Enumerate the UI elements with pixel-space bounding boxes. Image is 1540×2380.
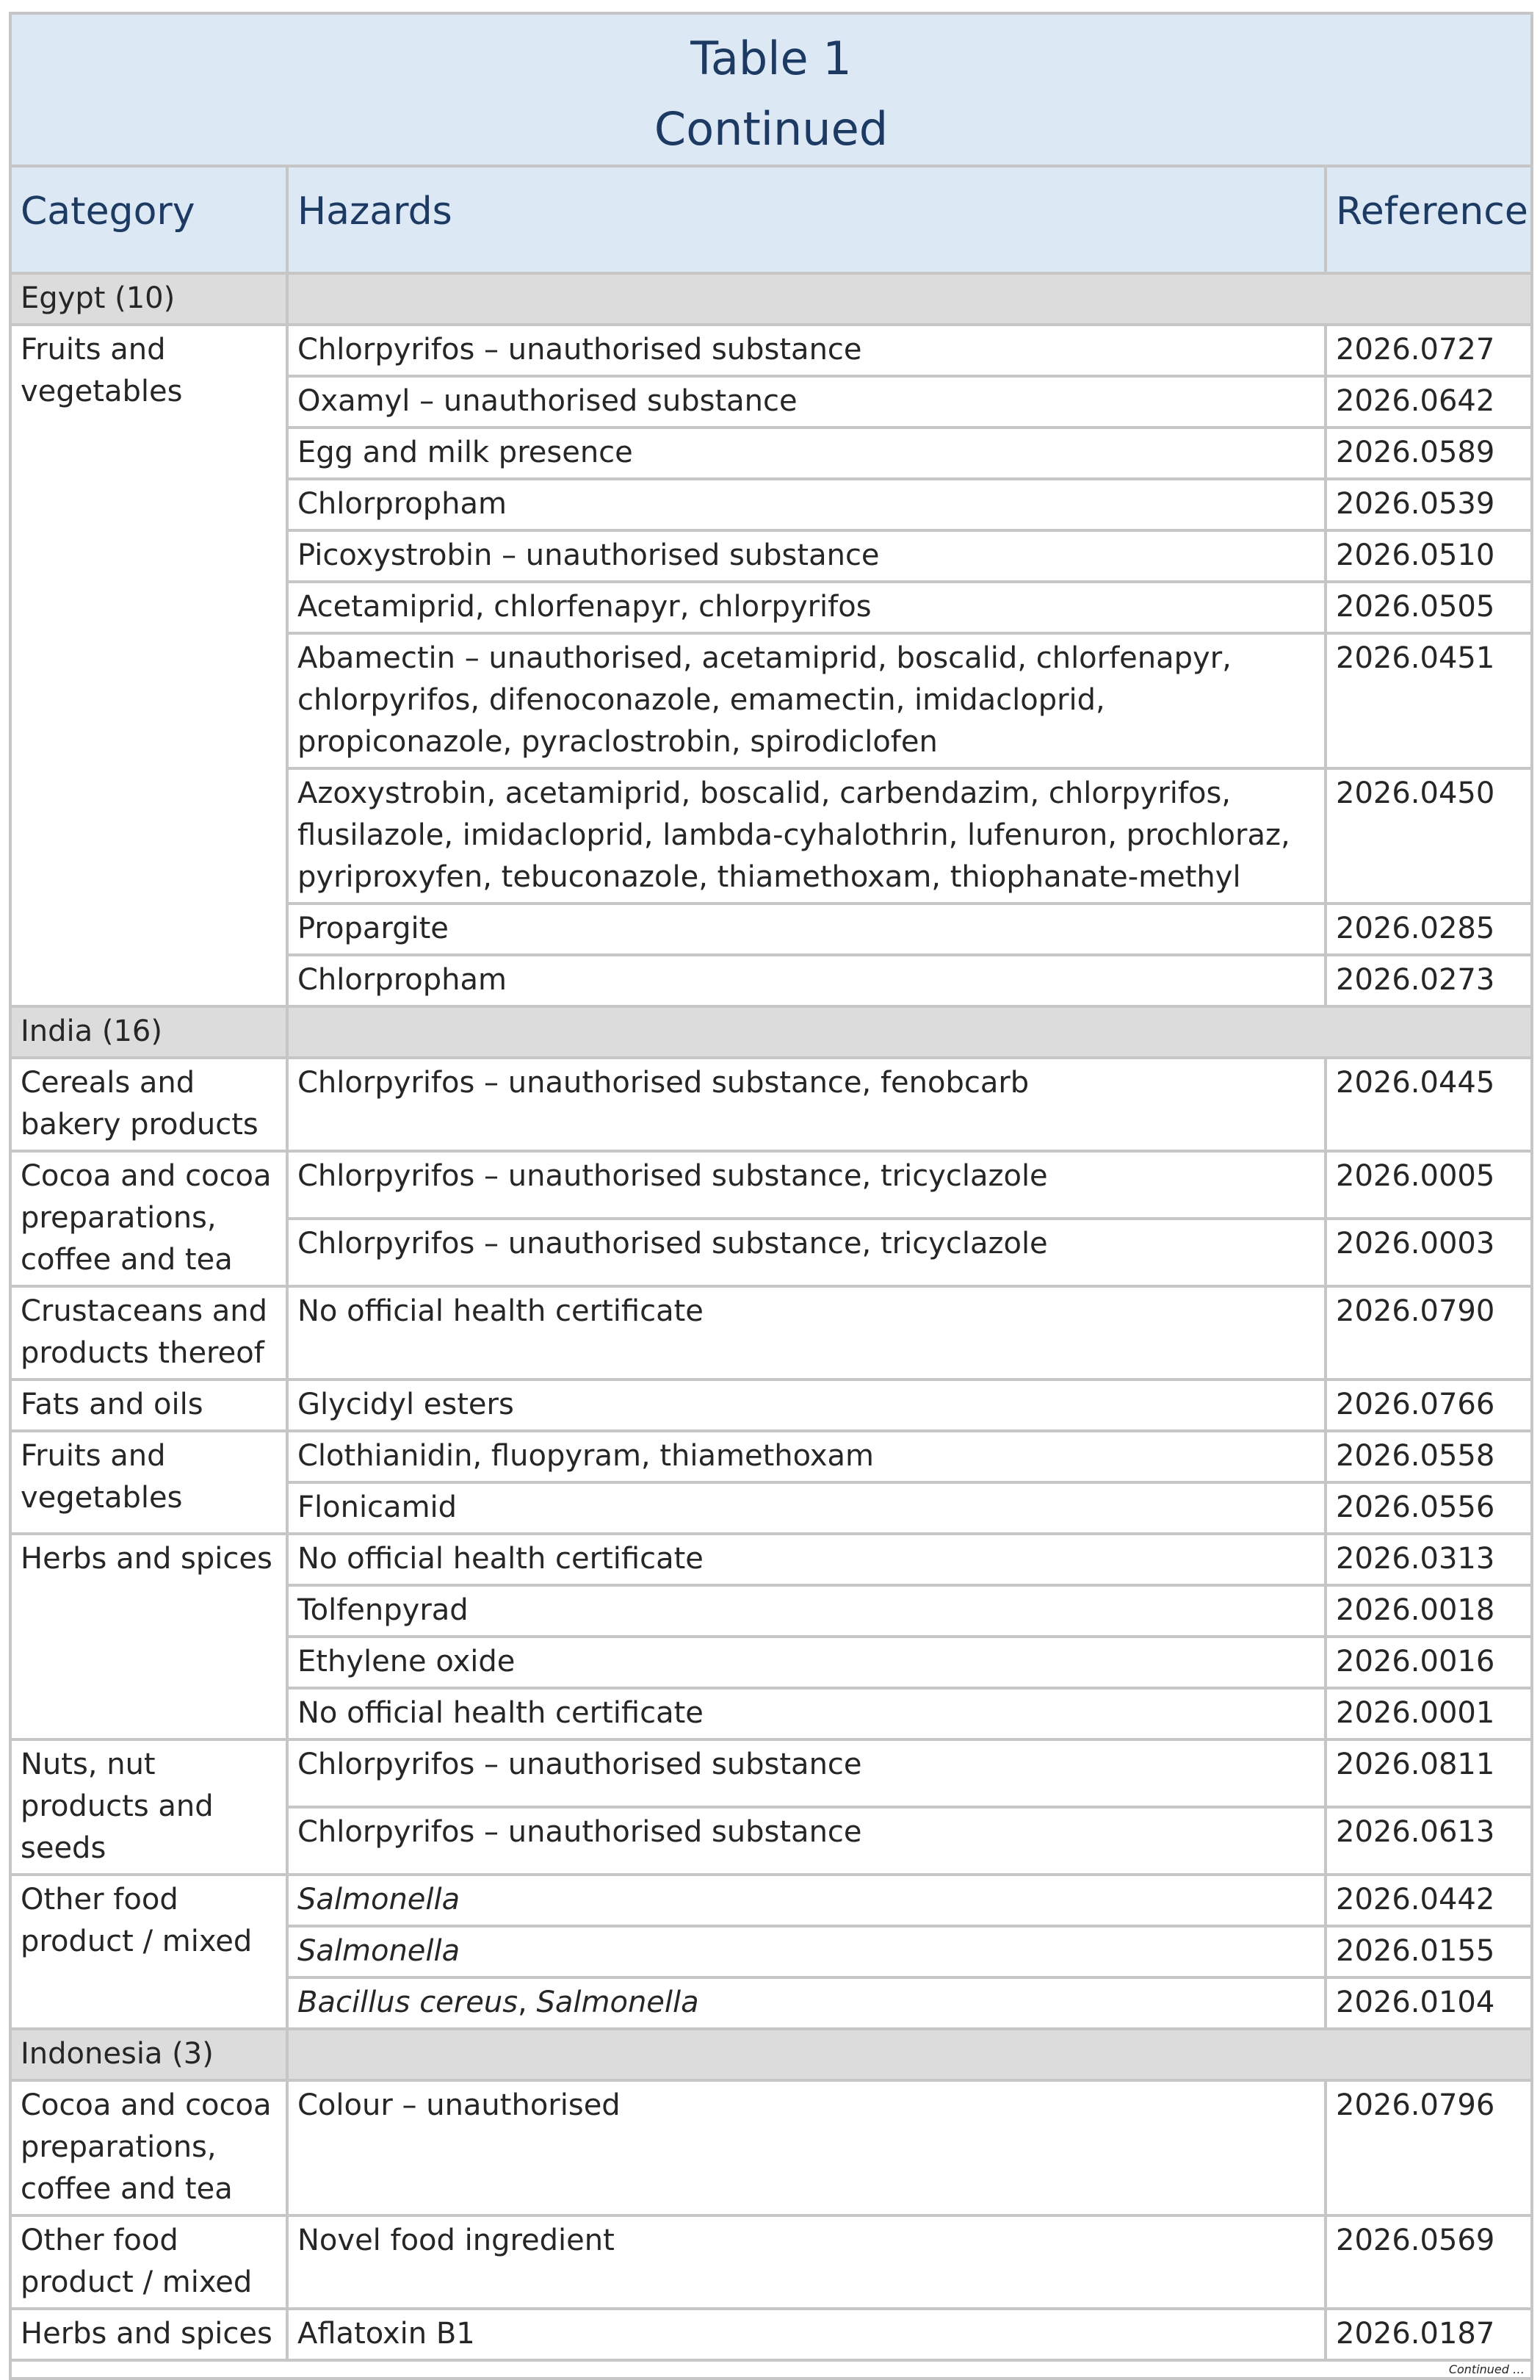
hazard-cell: Propargite: [287, 904, 1326, 955]
hazard-cell: Azoxystrobin, acetamiprid, boscalid, carbendazim, chlorpyrifos, flusilazole, imidacloprid, lambda-cyhalothrin, lufenuron, prochloraz, pyriproxyfen, tebuconazole, thiamethoxam, thiophanate-methyl: [287, 768, 1326, 904]
reference-cell: 2026.0003: [1326, 1219, 1532, 1286]
category-cell: Crustaceans and products thereof: [10, 1286, 287, 1380]
hazard-cell: No official health certificate: [287, 1286, 1326, 1380]
country-name: Egypt (10): [10, 273, 287, 325]
table-row: [10, 1058, 1532, 1151]
hazard-cell: Egg and milk presence: [287, 428, 1326, 479]
reference-cell: 2026.0104: [1326, 1977, 1532, 2029]
hazard-cell: Acetamiprid, chlorfenapyr, chlorpyrifos: [287, 582, 1326, 633]
hazard-cell: Tolfenpyrad: [287, 1585, 1326, 1637]
reference-cell: 2026.0442: [1326, 1875, 1532, 1926]
table-row: [10, 1875, 1532, 1926]
table-row: [10, 2309, 1532, 2360]
table-row: [10, 1151, 1532, 1219]
hazard-cell: Colour – unauthorised: [287, 2080, 1326, 2215]
hazard-cell: Flonicamid: [287, 1482, 1326, 1534]
hazard-cell: [287, 1875, 1326, 1926]
reference-cell: 2026.0155: [1326, 1926, 1532, 1977]
reference-cell: 2026.0556: [1326, 1482, 1532, 1534]
reference-cell: 2026.0018: [1326, 1585, 1532, 1637]
hazard-cell: Chlorpyrifos – unauthorised substance, fenobcarb: [287, 1058, 1326, 1151]
reference-cell: 2026.0727: [1326, 325, 1532, 376]
continued-note: Continued …: [10, 2360, 1532, 2379]
category-cell: Fruits and vegetables: [10, 1431, 287, 1534]
hazard-cell: Ethylene oxide: [287, 1637, 1326, 1688]
reference-cell: 2026.0450: [1326, 768, 1532, 904]
hazard-cell: [287, 1977, 1326, 2029]
category-cell: Cocoa and cocoa preparations, coffee and tea: [10, 2080, 287, 2215]
hazard-cell: Chlorpyrifos – unauthorised substance: [287, 325, 1326, 376]
reference-cell: 2026.0005: [1326, 1151, 1532, 1219]
reference-cell: 2026.0001: [1326, 1688, 1532, 1739]
table-row: [10, 1534, 1532, 1585]
category-cell: Other food product / mixed: [10, 1875, 287, 2029]
reference-cell: 2026.0451: [1326, 633, 1532, 768]
table-page: [9, 12, 1530, 2380]
table-title-line2: Continued: [654, 102, 889, 156]
hazard-cell: Aflatoxin B1: [287, 2309, 1326, 2360]
reference-cell: 2026.0613: [1326, 1807, 1532, 1875]
reference-cell: 2026.0187: [1326, 2309, 1532, 2360]
country-row-fill: [287, 2029, 1532, 2080]
hazard-cell: No official health certificate: [287, 1534, 1326, 1585]
organism-name: Salmonella: [536, 1986, 699, 2019]
hazard-cell: Clothianidin, fluopyram, thiamethoxam: [287, 1431, 1326, 1482]
hazard-cell: Glycidyl esters: [287, 1380, 1326, 1431]
reference-cell: 2026.0796: [1326, 2080, 1532, 2215]
hazard-separator: ,: [518, 1986, 537, 2019]
country-row: [10, 273, 1532, 325]
reference-cell: 2026.0811: [1326, 1739, 1532, 1807]
hazard-cell: Picoxystrobin – unauthorised substance: [287, 530, 1326, 582]
category-cell: Fats and oils: [10, 1380, 287, 1431]
reference-cell: 2026.0539: [1326, 479, 1532, 530]
table-row: [10, 1380, 1532, 1431]
reference-cell: 2026.0569: [1326, 2215, 1532, 2309]
reference-cell: 2026.0642: [1326, 376, 1532, 428]
organism-name: Bacillus cereus: [297, 1986, 518, 2019]
category-cell: Nuts, nut products and seeds: [10, 1739, 287, 1875]
hazards-table: [9, 12, 1533, 2380]
table-row: [10, 2215, 1532, 2309]
reference-cell: 2026.0313: [1326, 1534, 1532, 1585]
continued-row: [10, 2360, 1532, 2379]
reference-cell: 2026.0790: [1326, 1286, 1532, 1380]
reference-cell: 2026.0273: [1326, 955, 1532, 1006]
table-row: [10, 1431, 1532, 1482]
country-row: [10, 1006, 1532, 1058]
reference-cell: 2026.0766: [1326, 1380, 1532, 1431]
hazard-cell: Novel food ingredient: [287, 2215, 1326, 2309]
hazard-cell: Oxamyl – unauthorised substance: [287, 376, 1326, 428]
reference-cell: 2026.0285: [1326, 904, 1532, 955]
reference-cell: 2026.0505: [1326, 582, 1532, 633]
category-cell: Herbs and spices: [10, 2309, 287, 2360]
country-name: Indonesia (3): [10, 2029, 287, 2080]
category-cell: Fruits and vegetables: [10, 325, 287, 1006]
table-title: [10, 13, 1532, 166]
country-row-fill: [287, 1006, 1532, 1058]
reference-cell: 2026.0558: [1326, 1431, 1532, 1482]
reference-cell: 2026.0589: [1326, 428, 1532, 479]
reference-cell: 2026.0445: [1326, 1058, 1532, 1151]
organism-name: Salmonella: [297, 1883, 460, 1916]
category-cell: Cocoa and cocoa preparations, coffee and tea: [10, 1151, 287, 1286]
hazard-cell: [287, 1926, 1326, 1977]
category-cell: Herbs and spices: [10, 1534, 287, 1739]
table-row: [10, 2080, 1532, 2215]
hazard-cell: Chlorpyrifos – unauthorised substance, tricyclazole: [287, 1151, 1326, 1219]
column-header-row: [10, 166, 1532, 273]
table-body: [10, 273, 1532, 2360]
header-hazards: Hazards: [287, 166, 1326, 273]
reference-cell: 2026.0016: [1326, 1637, 1532, 1688]
hazard-cell: No official health certificate: [287, 1688, 1326, 1739]
table-row: [10, 325, 1532, 376]
table-row: [10, 1286, 1532, 1380]
table-title-row: [10, 13, 1532, 166]
header-category: Category: [10, 166, 287, 273]
reference-cell: 2026.0510: [1326, 530, 1532, 582]
country-row: [10, 2029, 1532, 2080]
table-title-line1: Table 1: [690, 32, 852, 85]
country-name: India (16): [10, 1006, 287, 1058]
hazard-cell: Chlorpyrifos – unauthorised substance: [287, 1807, 1326, 1875]
hazard-cell: Chlorpropham: [287, 479, 1326, 530]
organism-name: Salmonella: [297, 1934, 460, 1968]
category-cell: Cereals and bakery products: [10, 1058, 287, 1151]
category-cell: Other food product / mixed: [10, 2215, 287, 2309]
header-reference: Reference: [1326, 166, 1532, 273]
hazard-cell: Abamectin – unauthorised, acetamiprid, boscalid, chlorfenapyr, chlorpyrifos, difenoconazole, emamectin, imidacloprid, propiconazole, pyraclostrobin, spirodiclofen: [287, 633, 1326, 768]
hazard-cell: Chlorpropham: [287, 955, 1326, 1006]
hazard-cell: Chlorpyrifos – unauthorised substance: [287, 1739, 1326, 1807]
table-row: [10, 1739, 1532, 1807]
hazard-cell: Chlorpyrifos – unauthorised substance, tricyclazole: [287, 1219, 1326, 1286]
country-row-fill: [287, 273, 1532, 325]
